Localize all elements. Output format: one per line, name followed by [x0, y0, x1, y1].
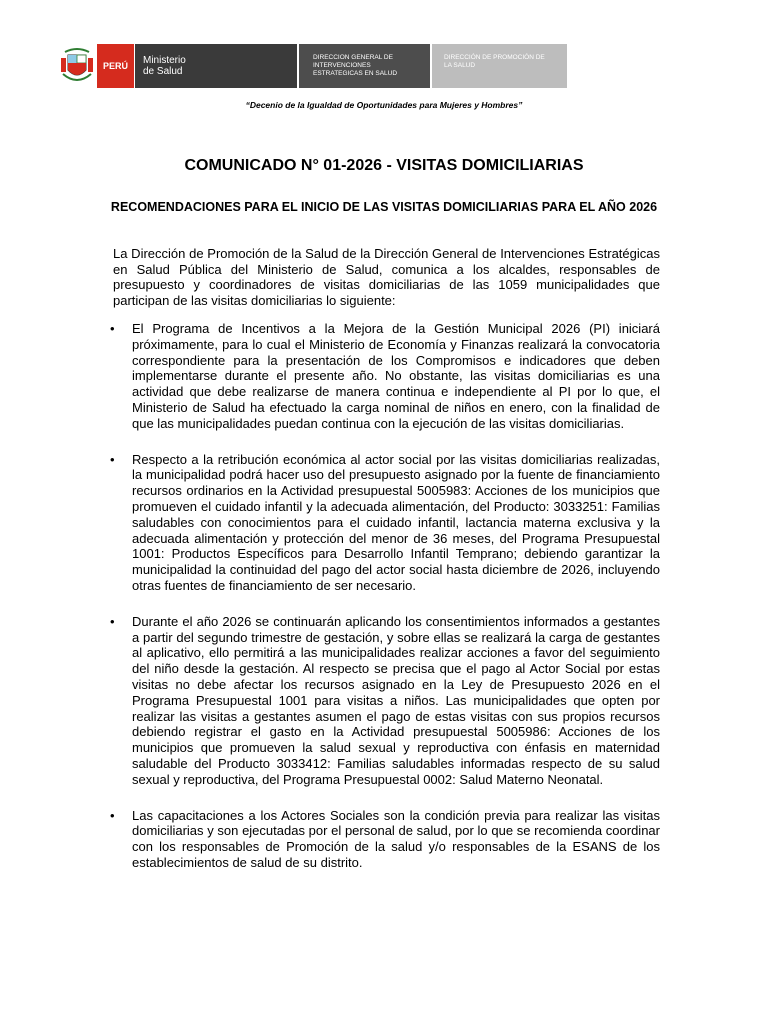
dgiesp-line-1: DIRECCION GENERAL DE: [313, 54, 393, 61]
list-item: [108, 808, 660, 871]
intro-paragraph: La Dirección de Promoción de la Salud de la Dirección General de Intervenciones Estratégicas en Salud Pública del Ministerio de Salud, comunica a los alcaldes, responsables de presupuesto y coordinadores de visitas domiciliarias de las 1059 municipalidades que participan de las visitas domiciliarias lo siguiente:: [113, 246, 660, 308]
dps-line-2: LA SALUD: [444, 62, 476, 69]
bullet-icon: •: [110, 807, 115, 823]
dgiesp-line-2: INTERVENCIONES: [313, 62, 371, 69]
ministry-line-2: de Salud: [143, 66, 183, 77]
dps-label: [430, 44, 567, 88]
peru-label: [97, 44, 134, 88]
list-item-text: Las capacitaciones a los Actores Sociales son la condición previa para realizar las visitas domiciliarias y son ejecutadas por el personal de salud, por lo que se recomienda coordinar con los responsables de Promoción de la salud y/o responsables de la ESANS de los establecimientos de salud de su distrito.: [132, 807, 660, 870]
bullet-icon: •: [110, 321, 115, 336]
bullet-icon: •: [110, 613, 115, 629]
decade-slogan: “Decenio de la Igualdad de Oportunidades para Mujeres y Hombres”: [245, 100, 523, 110]
document-title: COMUNICADO N° 01-2026 - VISITAS DOMICILIARIAS: [184, 157, 584, 174]
ministry-line-1: Ministerio: [143, 55, 186, 66]
peru-coat-of-arms-icon: [57, 44, 97, 88]
list-item: [108, 614, 660, 788]
list-item-text: Durante el año 2026 se continuarán aplicando los consentimientos informados a gestantes a partir del segundo trimestre de gestación, y sobre ellas se realizará la carga de gestantes al aplicativo, ello permitirá a las municipalidades realizar acciones a favor del seguimiento del niño desde la gestación. Al respecto se precisa que el pago al Actor Social por estas visitas no debe afectar los recursos asignado en la Ley de Presupuesto 2026 en el Programa Presupuestal 1001 para visitas a niños. Las municipalidades que opten por realizar las visitas a gestantes asumen el pago de estas visitas con sus propios recursos debiendo registrar el gasto en la Actividad presupuestal 5005986: Acciones de los municipios que promueven la salud sexual y reproductiva con énfasis en maternidad saludable del Producto 3033412: Familias saludables informadas respecto de su salud sexual y reproductiva, del Programa Presupuestal 0002: Salud Materno Neonatal.: [132, 613, 660, 787]
dgiesp-label: [297, 44, 430, 88]
list-item-text: Respecto a la retribución económica al actor social por las visitas domiciliarias realizadas, la municipalidad podrá hacer uso del presupuesto asignado por la fuente de financiamiento recursos ordinarios en la Actividad presupuestal 5005983: Acciones de los municipios que promueven el cuidado infantil y la adecuada alimentación, del Producto: 3033251: Familias saludables con conocimientos para el cuidado infantil, lactancia materna exclusiva y la adecuada alimentación y protección del menor de 36 meses, del Programa Presupuestal 1001: Productos Específicos para Desarrollo Infantil Temprano; debiendo garantizar la municipalidad la continuidad del pago del actor social hasta diciembre de 2026, incluyendo otras fuentes de financiamiento de ser necesario.: [132, 451, 660, 593]
document-subtitle: RECOMENDACIONES PARA EL INICIO DE LAS VISITAS DOMICILIARIAS PARA EL AÑO 2026: [110, 200, 658, 214]
list-item-text: El Programa de Incentivos a la Mejora de la Gestión Municipal 2026 (PI) iniciará próximamente, para lo cual el Ministerio de Economía y Finanzas realizará la convocatoria correspondiente para la presentación de los Compromisos e indicadores que deben implementarse durante el presente año. No obstante, las visitas domiciliarias es una actividad que debe realizarse de manera continua e independiente al PI por lo que, el Ministerio de Salud ha efectuado la carga nominal de niños en enero, con la finalidad de que las municipalidades puedan continua con la ejecución de las visitas domiciliarias.: [132, 321, 660, 431]
ministry-label: [134, 44, 297, 88]
dgiesp-line-3: ESTRATEGICAS EN SALUD: [313, 70, 398, 77]
dps-line-1: DIRECCIÓN DE PROMOCIÓN DE: [444, 54, 545, 61]
recommendations-list: [108, 321, 660, 891]
bullet-icon: •: [110, 451, 115, 467]
list-item: [108, 452, 660, 594]
list-item: [108, 321, 660, 432]
country-name: PERÚ: [102, 61, 128, 71]
institutional-header: [57, 44, 567, 88]
